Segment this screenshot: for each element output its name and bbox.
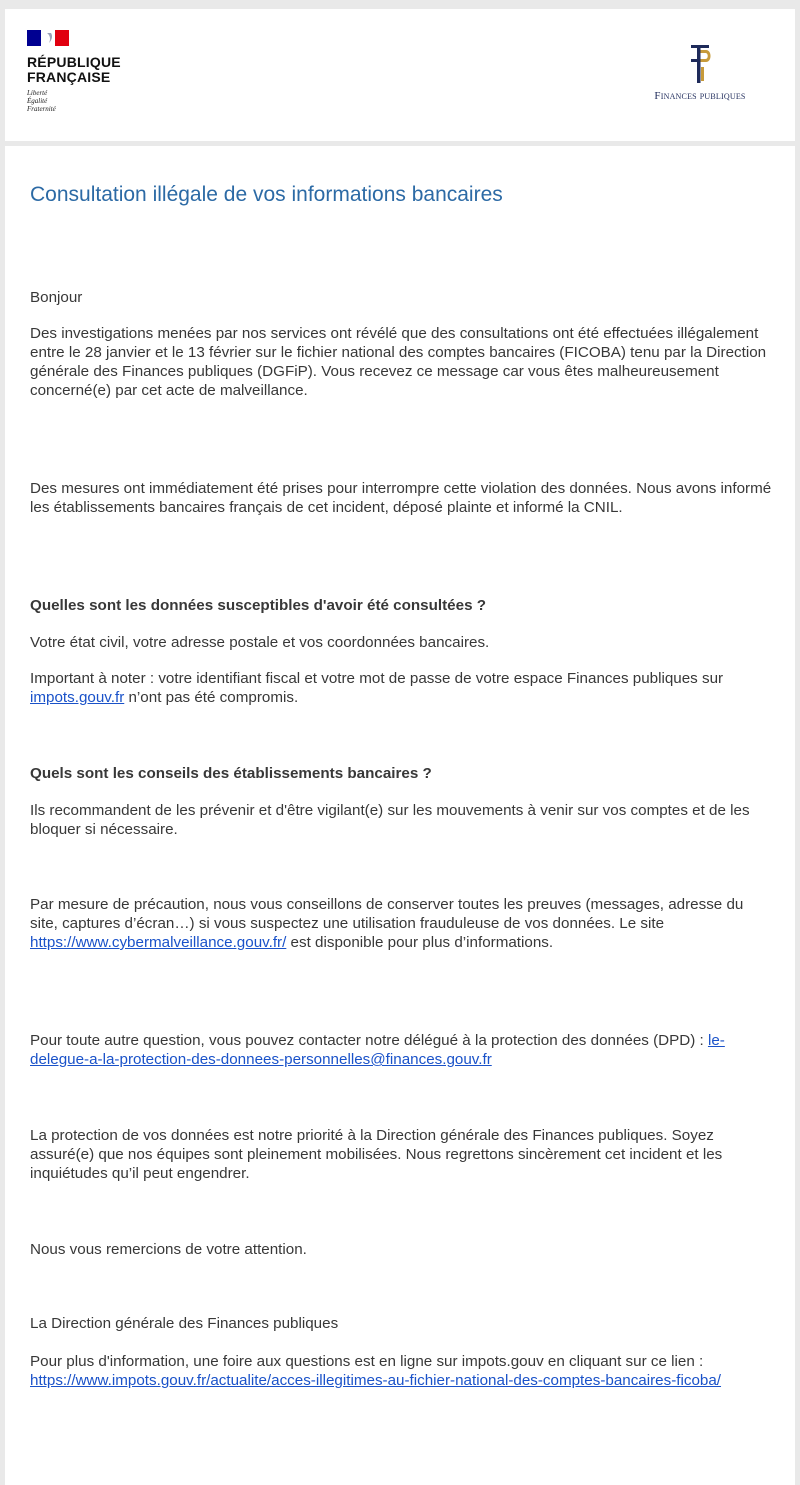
heading-bank-advice: Quels sont les conseils des établissements bancaires ? — [30, 765, 432, 782]
important-note-text: Important à noter : votre identifiant fiscal et votre mot de passe de votre espace Finances publiques sur — [30, 670, 724, 687]
cybermalveillance-link[interactable]: https://www.cybermalveillance.gouv.fr/ — [30, 934, 287, 951]
email-title: Consultation illégale de vos informations bancaires — [30, 183, 503, 206]
paragraph-data-protection: La protection de vos données est notre priorité à la Direction générale des Finances publiques. Soyez assuré(e) que nos équipes sont pleinement mobilisées. Nous regrettons sincèrement cet incident et les inquiétudes qu’il peut engendrer. — [30, 1127, 723, 1182]
paragraph-thanks: Nous vous remercions de votre attention. — [30, 1241, 307, 1258]
email-body — [5, 146, 795, 1485]
republique-francaise-logo — [27, 30, 121, 113]
impots-gouv-link[interactable]: impots.gouv.fr — [30, 689, 125, 706]
motto-fraternite: Fraternité — [27, 105, 56, 113]
motto-egalite: Égalité — [27, 97, 48, 105]
email-header — [5, 9, 795, 141]
republic-motto — [27, 89, 121, 113]
faq-text: Pour plus d'information, une foire aux questions est en ligne sur impots.gouv en cliquant sur ce lien : — [30, 1353, 704, 1370]
heading-data-consulted: Quelles sont les données susceptibles d'avoir été consultées ? — [30, 597, 487, 614]
paragraph-precaution — [30, 895, 775, 952]
paragraph-investigations: Des investigations menées par nos services ont révélé que des consultations ont été effectuées illégalement entre le 28 janvier et le 13 février sur le fichier national des comptes bancaires (FICOBA) tenu par la Direction générale des Finances publiques (DGFiP). Vous recevez ce message car vous êtes malheureusement concerné(e) par cet acte de malveillance. — [30, 325, 767, 399]
greeting: Bonjour — [30, 289, 83, 306]
paragraph-important-note — [30, 669, 775, 707]
dpd-contact-text: Pour toute autre question, vous pouvez contacter notre délégué à la protection des données (DPD) : — [30, 1032, 708, 1049]
paragraph-bank-advice: Ils recommandent de les prévenir et d'être vigilant(e) sur les mouvements à venir sur vos comptes et de les bloquer si nécessaire. — [30, 802, 750, 838]
precaution-text: Par mesure de précaution, nous vous conseillons de conserver toutes les preuves (messages, adresse du site, captures d’écran…) si vous suspectez une utilisation frauduleuse de vos données. Le site — [30, 896, 744, 932]
important-note-end: n’ont pas été compromis. — [124, 689, 299, 706]
paragraph-measures: Des mesures ont immédiatement été prises pour interrompre cette violation des données. Nous avons informé les établissements bancaires français de cet incident, déposé plainte et informé la CNIL. — [30, 480, 772, 516]
precaution-end: est disponible pour plus d’informations. — [286, 934, 554, 951]
republique-line1: RÉPUBLIQUE — [27, 54, 121, 70]
paragraph-data-list: Votre état civil, votre adresse postale et vos coordonnées bancaires. — [30, 634, 490, 651]
paragraph-faq — [30, 1352, 775, 1390]
dpd-email-link[interactable]: le-delegue-a-la-protection-des-donnees-personnelles@finances.gouv.fr — [30, 1032, 725, 1068]
ficoba-faq-link[interactable]: https://www.impots.gouv.fr/actualite/acces-illegitimes-au-fichier-national-des-comptes-bancaires-ficoba/ — [30, 1372, 722, 1389]
finances-publiques-emblem-icon — [687, 43, 713, 85]
motto-liberte: Liberté — [27, 89, 48, 97]
finances-publiques-label: Finances publiques — [654, 90, 746, 102]
signature: La Direction générale des Finances publiques — [30, 1315, 339, 1332]
paragraph-dpd-contact — [30, 1031, 775, 1069]
finances-publiques-logo — [630, 43, 770, 102]
french-flag-icon — [27, 30, 69, 46]
republique-line2: FRANÇAISE — [27, 69, 111, 85]
